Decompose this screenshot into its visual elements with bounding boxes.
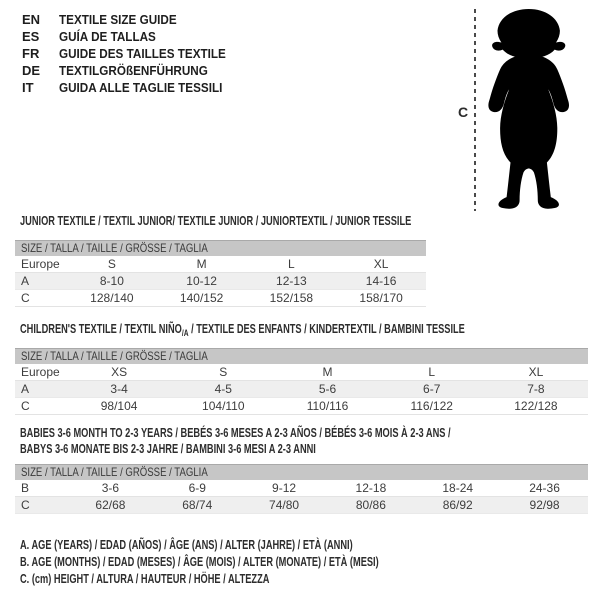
- age-cell: 8-10: [99, 274, 124, 288]
- height-cell: 104/110: [202, 399, 245, 413]
- age-cell: 4-5: [214, 382, 232, 396]
- children-row-height: [15, 398, 588, 415]
- age-cell: 6-7: [423, 382, 441, 396]
- height-cell: 74/80: [269, 498, 300, 512]
- babies-row-height: [15, 497, 588, 514]
- junior-row-height: [15, 290, 426, 307]
- height-cell: 92/98: [529, 498, 560, 512]
- language-row-it: [22, 79, 244, 96]
- size-cell: L: [288, 257, 295, 271]
- babies-size-header-bar: [15, 464, 588, 480]
- language-row-es: [22, 28, 244, 45]
- months-cell: 6-9: [188, 481, 206, 495]
- language-code: IT: [22, 80, 34, 95]
- children-row-europe: [15, 364, 588, 381]
- junior-size-header-bar: [15, 240, 426, 256]
- age-cell: 14-16: [365, 274, 397, 288]
- legend: [20, 537, 505, 588]
- babies-table-title-line1: BABIES 3-6 MONTH TO 2-3 YEARS / BEBÉS 3-6 MESES A 2-3 AÑOS / BÉBÉS 3-6 MOIS À 2-3 ANS /: [20, 426, 451, 440]
- height-cell: 116/122: [410, 399, 453, 413]
- age-cell: 10-12: [186, 274, 217, 288]
- row-label: C: [21, 498, 30, 512]
- months-cell: 3-6: [101, 481, 120, 495]
- language-row-de: [22, 62, 244, 79]
- children-size-header-bar: [15, 348, 588, 364]
- size-cell: XL: [373, 257, 389, 271]
- language-code: DE: [22, 63, 41, 78]
- legend-line-c: C. (cm) HEIGHT / ALTURA / HAUTEUR / HÖHE / ALTEZZA: [20, 572, 270, 586]
- junior-table-title-text: JUNIOR TEXTILE / TEXTIL JUNIOR/ TEXTILE JUNIOR / JUNIORTEXTIL / JUNIOR TESSILE: [20, 214, 412, 228]
- babies-row-months: [15, 480, 588, 497]
- height-cell: 68/74: [182, 498, 213, 512]
- height-measure-label: C: [458, 104, 469, 120]
- age-cell: 12-13: [276, 274, 307, 288]
- row-label: C: [21, 399, 30, 413]
- junior-table-title: [20, 213, 549, 229]
- row-label: Europe: [21, 257, 60, 271]
- children-table-title-text: CHILDREN'S TEXTILE / TEXTIL $NIÑO_{/A}$ / TEXTILE DES ENFANTS / KINDERTEXTIL / BAMBINI TESSILE: [20, 322, 465, 338]
- language-label: TEXTILE SIZE GUIDE: [59, 12, 177, 27]
- junior-row-age: [15, 273, 426, 290]
- language-code: FR: [22, 46, 40, 61]
- height-cell: 98/104: [100, 399, 138, 413]
- row-label: A: [21, 274, 30, 288]
- language-row-en: [22, 11, 244, 28]
- months-cell: 18-24: [442, 481, 474, 495]
- size-header-text: SIZE / TALLA / TAILLE / GRÖSSE / TAGLIA: [21, 241, 208, 255]
- size-cell: S: [107, 257, 116, 271]
- height-cell: 110/116: [306, 399, 349, 413]
- size-header-text: SIZE / TALLA / TAILLE / GRÖSSE / TAGLIA: [21, 465, 208, 479]
- size-cell: L: [428, 365, 436, 379]
- row-label: C: [21, 291, 30, 305]
- height-cell: 80/86: [355, 498, 386, 512]
- language-label: TEXTILGRÖßENFÜHRUNG: [59, 63, 208, 78]
- language-code: EN: [22, 12, 41, 27]
- row-label: B: [21, 481, 30, 495]
- language-list: [22, 11, 244, 96]
- height-cell: 140/152: [179, 291, 224, 305]
- size-cell: XL: [528, 365, 544, 379]
- height-cell: 62/68: [95, 498, 126, 512]
- legend-line-a: A. AGE (YEARS) / EDAD (AÑOS) / ÂGE (ANS) / ALTER (JAHRE) / ETÀ (ANNI): [20, 538, 353, 552]
- height-cell: 128/140: [90, 291, 134, 305]
- language-code: ES: [22, 29, 40, 44]
- row-label: Europe: [21, 365, 60, 379]
- months-cell: 12-18: [355, 481, 387, 495]
- language-label: GUÍA DE TALLAS: [59, 29, 156, 44]
- size-cell: M: [196, 257, 207, 271]
- size-cell: M: [322, 365, 333, 379]
- row-label: A: [21, 382, 30, 396]
- months-cell: 24-36: [529, 481, 560, 495]
- height-cell: 86/92: [442, 498, 473, 512]
- size-cell: XS: [111, 365, 128, 379]
- children-table-title: [20, 321, 600, 341]
- language-label: GUIDA ALLE TAGLIE TESSILI: [59, 80, 223, 95]
- age-cell: 5-6: [318, 382, 337, 396]
- height-cell: 152/158: [269, 291, 314, 305]
- height-cell: 122/128: [514, 399, 558, 413]
- children-row-age: [15, 381, 588, 398]
- age-cell: 7-8: [527, 382, 545, 396]
- height-cell: 158/170: [359, 291, 403, 305]
- babies-table-title-line2: BABYS 3-6 MONATE BIS 2-3 JAHRE / BAMBINI 3-6 MESI A 2-3 ANNI: [20, 442, 316, 456]
- language-row-fr: [22, 45, 244, 62]
- legend-line-b: B. AGE (MONTHS) / EDAD (MESES) / ÂGE (MOIS) / ALTER (MONATE) / ETÀ (MESI): [20, 555, 379, 569]
- size-cell: S: [219, 365, 228, 379]
- toddler-silhouette-icon: [465, 6, 595, 214]
- babies-table-title: [20, 425, 600, 457]
- size-header-text: SIZE / TALLA / TAILLE / GRÖSSE / TAGLIA: [21, 349, 208, 363]
- age-cell: 3-4: [110, 382, 128, 396]
- junior-row-europe: [15, 256, 426, 273]
- language-label: GUIDE DES TAILLES TEXTILE: [59, 46, 226, 61]
- months-cell: 9-12: [272, 481, 297, 495]
